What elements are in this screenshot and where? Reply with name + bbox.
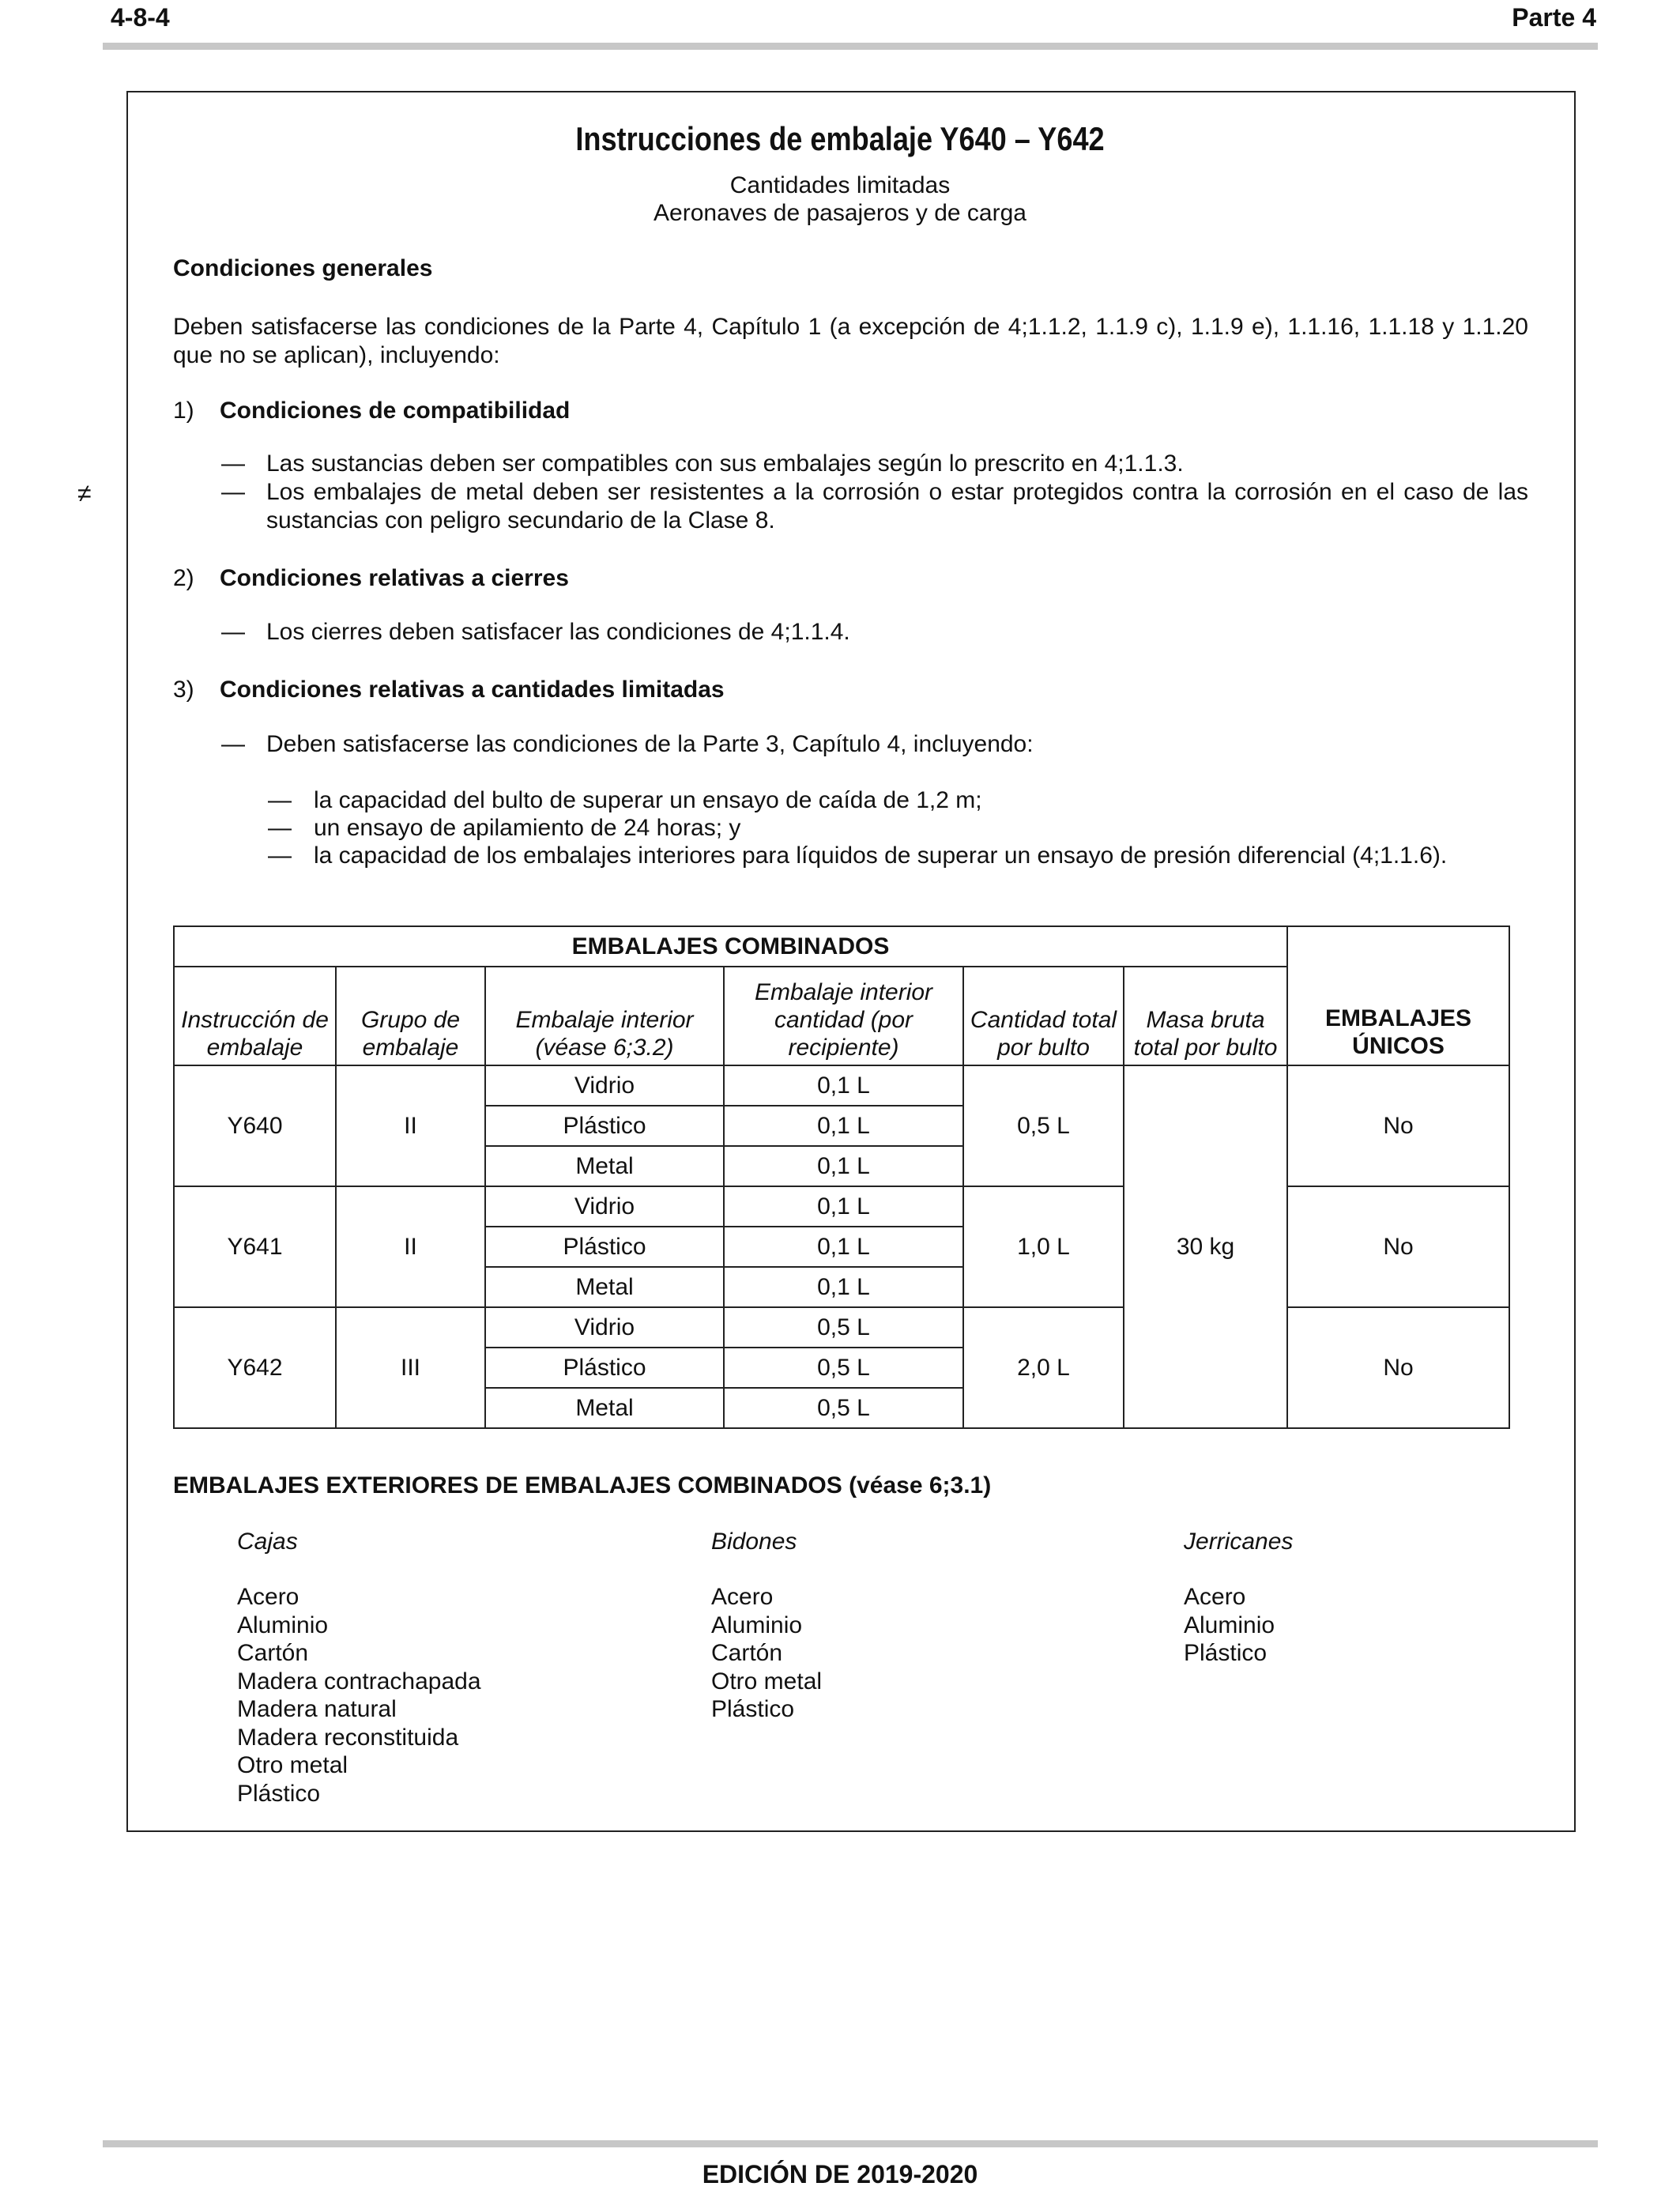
change-mark: ≠ (77, 479, 92, 507)
single-packagings-header: EMBALAJES ÚNICOS (1287, 926, 1509, 1065)
dash-bullet: — (221, 450, 245, 477)
list-item: Madera reconstituida (237, 1724, 459, 1751)
col-gross-mass: Masa bruta total por bulto (1124, 967, 1287, 1065)
packing-group-cell: II (336, 1186, 485, 1307)
col-packing-group: Grupo de embalaje (336, 967, 485, 1065)
packing-group-cell: II (336, 1065, 485, 1186)
dash-bullet: — (221, 619, 245, 645)
single-packaging-cell: No (1287, 1307, 1509, 1428)
dash-bullet: — (221, 731, 245, 757)
list-item: Otro metal (237, 1752, 348, 1778)
inner-packaging-cell: Plástico (485, 1348, 724, 1388)
table-header-row (174, 926, 1509, 967)
general-conditions-text: Deben satisfacerse las condiciones de la Parte 4, Capítulo 1 (a excepción de 4;1.1.2, 1.1.9 c), 1.1.9 e), 1.1.16, 1.1.18 y 1.1.20 que no se aplican), incluyendo: (173, 314, 1528, 368)
list-item: Plástico (1184, 1640, 1268, 1666)
header-rule (103, 43, 1598, 50)
total-quantity-cell: 1,0 L (963, 1186, 1124, 1307)
col-total-quantity: Cantidad total por bulto (963, 967, 1124, 1065)
table-row (174, 1065, 1509, 1106)
outer-column-list-jerricans (1184, 1583, 1275, 1668)
inner-quantity-cell: 0,1 L (724, 1267, 963, 1307)
list-item: Acero (711, 1584, 774, 1610)
section-3-subitem-1: la capacidad del bulto de superar un ensayo de caída de 1,2 m; (314, 787, 982, 813)
inner-quantity-cell: 0,1 L (724, 1227, 963, 1267)
packaging-table (173, 925, 1510, 1429)
general-conditions-heading: Condiciones generales (173, 255, 433, 281)
edition-footer: EDICIÓN DE 2019-2020 (702, 2160, 978, 2188)
instruction-cell: Y640 (174, 1065, 336, 1186)
subtitle-aircraft: Aeronaves de pasajeros y de carga (654, 200, 1026, 226)
outer-column-list-boxes (237, 1583, 481, 1808)
inner-quantity-cell: 0,1 L (724, 1065, 963, 1106)
section-3-number: 3) (173, 677, 194, 703)
outer-column-list-drums (711, 1583, 822, 1724)
dash-bullet: — (268, 815, 292, 841)
inner-quantity-cell: 0,5 L (724, 1348, 963, 1388)
subtitle-limited-quantities: Cantidades limitadas (729, 172, 951, 198)
list-item: Madera natural (237, 1696, 397, 1722)
inner-packaging-cell: Metal (485, 1146, 724, 1186)
col-inner-quantity: Embalaje interior cantidad (por recipiente) (724, 967, 963, 1065)
inner-packaging-cell: Metal (485, 1267, 724, 1307)
list-item: Otro metal (711, 1668, 823, 1695)
section-1-heading: Condiciones de compatibilidad (220, 398, 571, 424)
dash-bullet: — (221, 479, 245, 505)
inner-packaging-cell: Vidrio (485, 1065, 724, 1106)
single-packaging-cell: No (1287, 1186, 1509, 1307)
dash-bullet: — (268, 787, 292, 813)
section-2-heading: Condiciones relativas a cierres (220, 565, 569, 591)
footer-rule (103, 2140, 1598, 2147)
section-3-heading: Condiciones relativas a cantidades limitadas (220, 677, 725, 703)
section-3-subitem-2: un ensayo de apilamiento de 24 horas; y (314, 815, 741, 841)
list-item: Cartón (237, 1640, 309, 1666)
outer-column-title-jerricans: Jerricanes (1184, 1529, 1294, 1555)
instruction-cell: Y641 (174, 1186, 336, 1307)
inner-packaging-cell: Metal (485, 1388, 724, 1428)
list-item: Acero (1184, 1584, 1246, 1610)
inner-quantity-cell: 0,1 L (724, 1106, 963, 1146)
gross-mass-cell: 30 kg (1124, 1065, 1287, 1428)
page-title: Instrucciones de embalaje Y640 – Y642 (575, 120, 1105, 157)
list-item: Aluminio (1184, 1612, 1275, 1638)
outer-column-title-boxes: Cajas (237, 1529, 298, 1555)
outer-packagings-heading: EMBALAJES EXTERIORES DE EMBALAJES COMBINADOS (véase 6;3.1) (173, 1472, 992, 1498)
inner-quantity-cell: 0,5 L (724, 1388, 963, 1428)
single-packaging-cell: No (1287, 1065, 1509, 1186)
instruction-cell: Y642 (174, 1307, 336, 1428)
part-label: Parte 4 (1512, 3, 1596, 32)
col-instruction: Instrucción de embalaje (174, 967, 336, 1065)
col-inner-packaging: Embalaje interior (véase 6;3.2) (485, 967, 724, 1065)
section-2-number: 2) (173, 565, 194, 591)
list-item: Aluminio (711, 1612, 803, 1638)
list-item: Cartón (711, 1640, 783, 1666)
list-item: Acero (237, 1584, 299, 1610)
section-2-item-1: Los cierres deben satisfacer las condiciones de 4;1.1.4. (266, 619, 850, 645)
combined-packagings-header: EMBALAJES COMBINADOS (174, 926, 1287, 967)
inner-quantity-cell: 0,1 L (724, 1146, 963, 1186)
packing-group-cell: III (336, 1307, 485, 1428)
total-quantity-cell: 0,5 L (963, 1065, 1124, 1186)
list-item: Aluminio (237, 1612, 329, 1638)
section-3-item-1: Deben satisfacerse las condiciones de la Parte 3, Capítulo 4, incluyendo: (266, 731, 1034, 757)
outer-column-title-drums: Bidones (711, 1529, 797, 1555)
section-3-subitem-3: la capacidad de los embalajes interiores para líquidos de superar un ensayo de presión diferencial (4;1.1.6). (314, 843, 1448, 869)
section-1-number: 1) (173, 398, 194, 424)
list-item: Madera contrachapada (237, 1668, 481, 1695)
total-quantity-cell: 2,0 L (963, 1307, 1124, 1428)
section-1-item-2: Los embalajes de metal deben ser resistentes a la corrosión o estar protegidos contra la corrosión en el caso de las sustancias con peligro secundario de la Clase 8. (266, 479, 1528, 533)
inner-quantity-cell: 0,5 L (724, 1307, 963, 1348)
section-1-item-1: Las sustancias deben ser compatibles con sus embalajes según lo prescrito en 4;1.1.3. (266, 450, 1184, 477)
page-number: 4-8-4 (111, 3, 170, 32)
inner-quantity-cell: 0,1 L (724, 1186, 963, 1227)
inner-packaging-cell: Vidrio (485, 1307, 724, 1348)
list-item: Plástico (237, 1780, 321, 1807)
table-row (174, 1186, 1509, 1227)
inner-packaging-cell: Plástico (485, 1106, 724, 1146)
list-item: Plástico (711, 1696, 795, 1722)
dash-bullet: — (268, 843, 292, 869)
inner-packaging-cell: Plástico (485, 1227, 724, 1267)
table-row (174, 1307, 1509, 1348)
inner-packaging-cell: Vidrio (485, 1186, 724, 1227)
